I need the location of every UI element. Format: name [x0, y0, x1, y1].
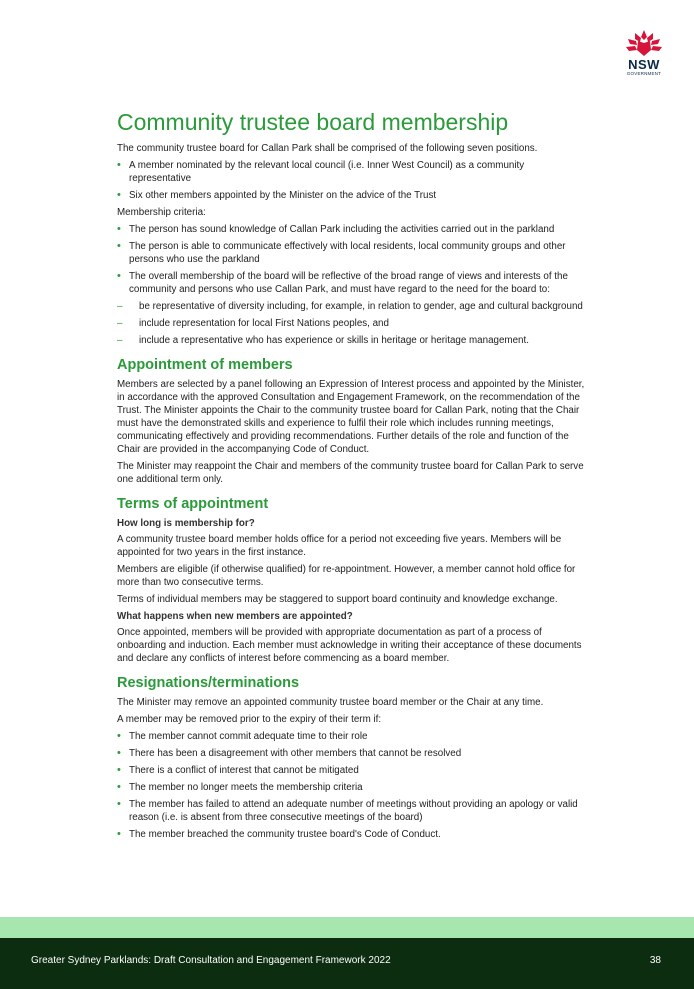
list-item: – be representative of diversity including, for example, in relation to gender, age and cultural background [117, 300, 587, 313]
intro-paragraph: The community trustee board for Callan Park shall be comprised of the following seven positions. [117, 143, 538, 154]
terms-paragraph: Members are eligible (if otherwise qualified) for re-appointment. However, a member cannot hold office for more than two consecutive terms. [117, 564, 576, 588]
list-item: • The person has sound knowledge of Callan Park including the activities carried out in the parkland [117, 223, 587, 236]
logo-government-text: GOVERNMENT [626, 71, 662, 76]
terms-paragraph: Terms of individual members may be staggered to support board continuity and knowledge exchange. [117, 594, 558, 605]
list-item: • The member cannot commit adequate time to their role [117, 730, 587, 743]
list-item: • The member no longer meets the membership criteria [117, 781, 587, 794]
appointment-heading: Appointment of members [117, 357, 293, 373]
list-item: • The person is able to communicate effectively with local residents, local community groups and other persons who use the parkland [117, 240, 587, 266]
page-content [117, 108, 587, 845]
footer-title: Greater Sydney Parklands: Draft Consultation and Engagement Framework 2022 [31, 955, 391, 966]
appointment-paragraph: Members are selected by a panel following an Expression of Interest process and appointed by the Minister, in accordance with the approved Consultation and Engagement Framework, on the recommendation of the Trust. The Minister appoints the Chair to the community trustee board for Callan Park, noting that the Chair must have the demonstrated skills and experience to fulfil their role which includes running meetings, communicating effectively and providing recommendations. Further details of the role and function of the Chair are provided in the accompanying Code of Conduct. [117, 379, 585, 455]
logo-nsw-text: NSW [628, 57, 660, 72]
criteria-label: Membership criteria: [117, 207, 206, 218]
terms-heading: Terms of appointment [117, 496, 269, 512]
resignations-paragraph: A member may be removed prior to the expiry of their term if: [117, 714, 382, 725]
appointment-paragraph: The Minister may reappoint the Chair and members of the community trustee board for Callan Park to serve one additional term only. [117, 461, 584, 485]
list-item: – include a representative who has experience or skills in heritage or heritage management. [117, 334, 587, 347]
resignations-list [117, 730, 587, 841]
criteria-list [117, 223, 587, 296]
positions-list [117, 159, 587, 202]
waratah-icon [622, 28, 666, 58]
resignations-paragraph: The Minister may remove an appointed community trustee board member or the Chair at any time. [117, 697, 544, 708]
list-item: • There has been a disagreement with other members that cannot be resolved [117, 747, 587, 760]
list-item: • A member nominated by the relevant local council (i.e. Inner West Council) as a community representative [117, 159, 587, 185]
list-item: • Six other members appointed by the Minister on the advice of the Trust [117, 189, 587, 202]
page-number: 38 [649, 955, 661, 966]
list-item: • There is a conflict of interest that cannot be mitigated [117, 764, 587, 777]
page-title: Community trustee board membership [117, 109, 509, 135]
list-item: • The overall membership of the board will be reflective of the broad range of views and interests of the community and persons who use Callan Park, and must have regard to the need for the board to: [117, 270, 587, 296]
terms-paragraph: Once appointed, members will be provided with appropriate documentation as part of a process of onboarding and induction. Each member must acknowledge in writing their acceptance of these documents and declare any conflicts of interest before commencing as a board member. [117, 627, 582, 664]
terms-paragraph: A community trustee board member holds office for a period not exceeding five years. Members will be appointed for two years in the first instance. [117, 534, 562, 558]
resignations-heading: Resignations/terminations [117, 675, 300, 691]
nsw-government-logo [622, 28, 666, 86]
terms-question: How long is membership for? [117, 518, 255, 529]
terms-question: What happens when new members are appointed? [117, 611, 353, 622]
page-footer [0, 938, 694, 989]
footer-accent-band [0, 917, 694, 938]
list-item: – include representation for local First Nations peoples, and [117, 317, 587, 330]
sub-criteria-list [117, 300, 587, 347]
list-item: • The member has failed to attend an adequate number of meetings without providing an apology or valid reason (i.e. is absent from three consecutive meetings of the board) [117, 798, 587, 824]
list-item: • The member breached the community trustee board's Code of Conduct. [117, 828, 587, 841]
